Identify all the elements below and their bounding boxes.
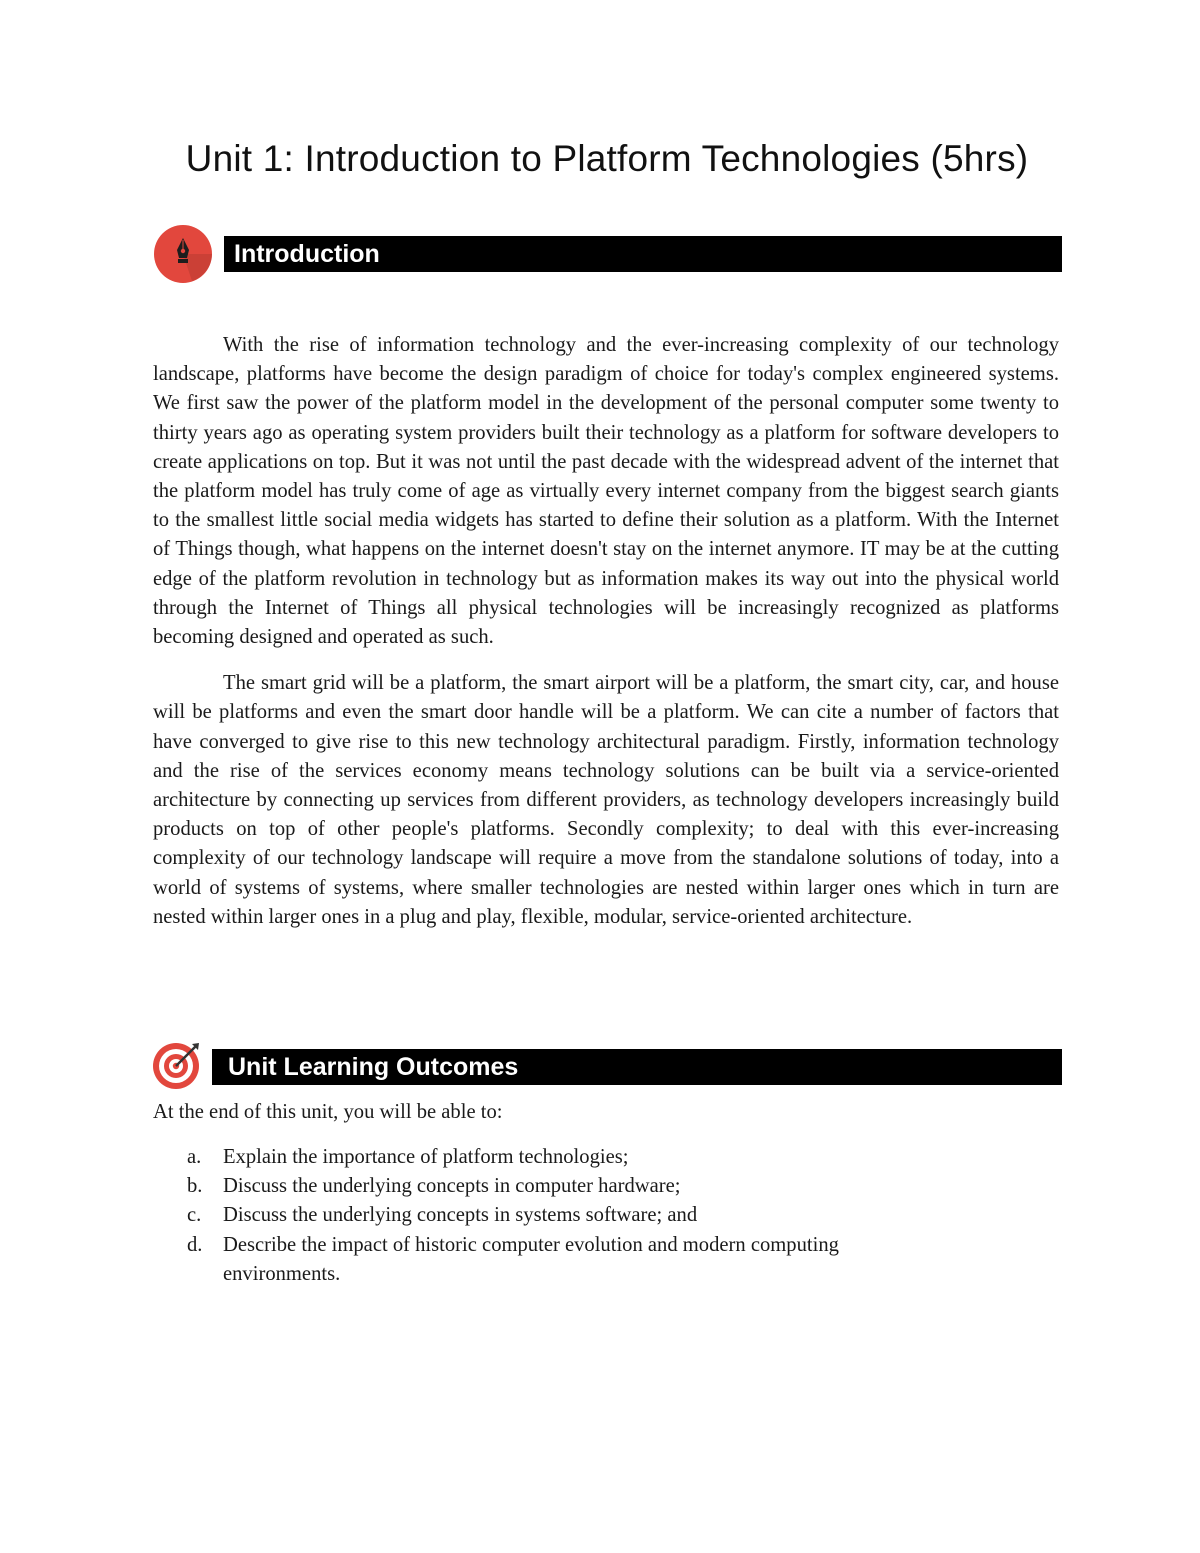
list-item [153, 1231, 953, 1289]
outcomes-heading: Unit Learning Outcomes [212, 1049, 1062, 1085]
introduction-heading: Introduction [224, 236, 1062, 272]
list-item-text: Explain the importance of platform technologies; [223, 1146, 629, 1168]
target-icon [152, 1040, 202, 1090]
list-item-text: Discuss the underlying concepts in systems software; and [223, 1204, 698, 1227]
paragraph: The smart grid will be a platform, the smart airport will be a platform, the smart city, car, and house will be platforms and even the smart door handle will be a platform. We can cite a number of factors that have converged to give rise to this new technology architectural paradigm. Firstly, information technology and the rise of the services economy means technology solutions can be built via a service-oriented architecture by connecting up services from different providers, as technology developers increasingly build products on top of other people's platforms. Secondly complexity; to deal with this ever-increasing complexity of our technology landscape will require a move from the standalone solutions of today, into a world of systems of systems, where smaller technologies are nested within larger ones which in turn are nested within larger ones in a plug and play, flexible, modular, service-oriented architecture. [153, 672, 1059, 928]
outcomes-intro: At the end of this unit, you will be able to: [153, 1101, 503, 1123]
list-item [153, 1143, 953, 1172]
list-marker: a. [187, 1146, 202, 1168]
introduction-header [150, 225, 1070, 285]
list-marker: d. [187, 1233, 203, 1256]
list-marker: c. [187, 1204, 202, 1227]
list-item-text: Discuss the underlying concepts in computer hardware; [223, 1175, 681, 1198]
paragraph: With the rise of information technology and the ever-increasing complexity of our technology landscape, platforms have become the design paradigm of choice for today's complex engineered systems. We first saw the power of the platform model in the development of the personal computer some twenty to thirty years ago as operating system providers built their technology as a platform for software developers to create applications on top. But it was not until the past decade with the widespread advent of the internet that the platform model has truly come of age as virtually every internet company from the biggest search giants to the smallest little social media widgets has started to define their solution as a platform. With the Internet of Things though, what happens on the internet doesn't stay on the internet anymore. IT may be at the cutting edge of the platform revolution in technology but as information makes its way out into the physical world through the Internet of Things all physical technologies will be increasingly recognized as platforms becoming designed and operated as such. [153, 334, 1059, 649]
list-item-text: Describe the impact of historic computer evolution and modern computing environments. [223, 1233, 839, 1285]
list-marker: b. [187, 1175, 203, 1198]
pen-nib-icon [154, 225, 212, 283]
page-title: Unit 1: Introduction to Platform Technologies (5hrs) [185, 138, 1029, 179]
introduction-body [153, 331, 1059, 932]
outcomes-list [153, 1143, 953, 1289]
outcomes-header [150, 1038, 1070, 1098]
list-item [153, 1172, 953, 1201]
list-item [153, 1201, 953, 1230]
